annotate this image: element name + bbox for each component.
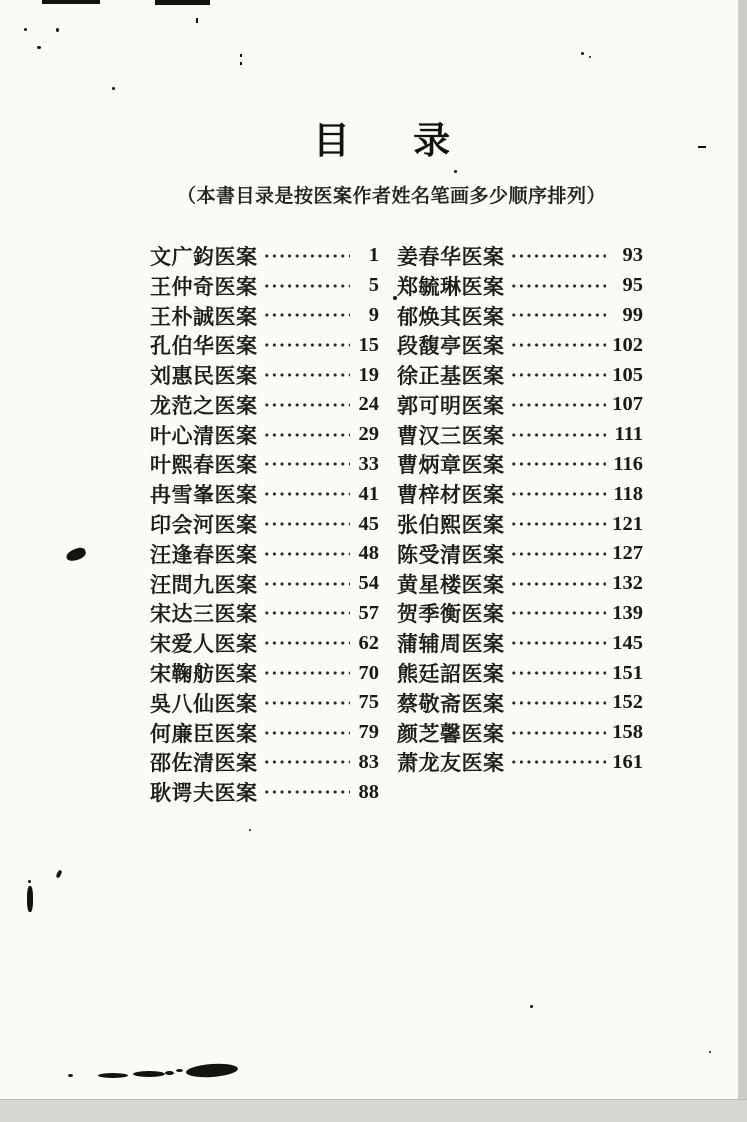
ink-smudge bbox=[42, 0, 100, 4]
ink-speck bbox=[709, 1051, 711, 1053]
dot-leader bbox=[510, 390, 607, 420]
dot-leader bbox=[510, 748, 607, 778]
toc-entry bbox=[150, 599, 379, 629]
ink-speck bbox=[55, 870, 62, 879]
ink-speck bbox=[37, 46, 41, 49]
toc-entry-title: 耿谔夫医案 bbox=[150, 781, 258, 806]
ink-streak bbox=[186, 1062, 239, 1079]
toc-entry-page-number: 105 bbox=[612, 363, 643, 386]
ink-speck bbox=[581, 52, 584, 55]
ink-speck bbox=[196, 18, 198, 23]
toc-entry-page-number: 127 bbox=[612, 542, 643, 565]
toc-entry-title: 汪問九医案 bbox=[150, 572, 258, 597]
dot-leader bbox=[510, 658, 607, 688]
toc-entry bbox=[150, 420, 379, 450]
toc-entry bbox=[397, 271, 643, 301]
ink-streak bbox=[176, 1069, 183, 1072]
toc-entry-page-number: 151 bbox=[612, 661, 643, 684]
dot-leader bbox=[263, 360, 351, 390]
toc-entry bbox=[150, 748, 379, 778]
dot-leader bbox=[263, 390, 351, 420]
toc-entry bbox=[150, 539, 379, 569]
ink-speck bbox=[393, 296, 397, 300]
toc-entry-title: 叶熙春医案 bbox=[150, 453, 258, 478]
ink-speck bbox=[112, 87, 115, 90]
toc-entry-page-number: 145 bbox=[612, 631, 643, 654]
dot-leader bbox=[510, 301, 607, 331]
ink-speck bbox=[589, 56, 591, 58]
dot-leader bbox=[510, 509, 607, 539]
toc-entry-title: 郑毓琳医案 bbox=[397, 274, 505, 299]
toc-entry bbox=[397, 390, 643, 420]
dot-leader bbox=[263, 420, 351, 450]
page-subtitle: （本書目录是按医案作者姓名笔画多少顺序排列） bbox=[176, 186, 606, 207]
toc-entry bbox=[150, 450, 379, 480]
toc-entry bbox=[150, 509, 379, 539]
dot-leader bbox=[263, 569, 351, 599]
toc-entry-title: 贺季衡医案 bbox=[397, 602, 505, 627]
dot-leader bbox=[263, 479, 351, 509]
toc-entry bbox=[397, 688, 643, 718]
ink-blot bbox=[27, 886, 33, 912]
dot-leader bbox=[263, 539, 351, 569]
toc-entry-page-number: 1 bbox=[368, 244, 379, 267]
toc-right-column bbox=[397, 241, 643, 777]
dot-leader bbox=[510, 688, 607, 718]
dot-leader bbox=[263, 241, 351, 271]
toc-entry-title: 龙范之医案 bbox=[150, 393, 258, 418]
toc-entry-page-number: 95 bbox=[622, 274, 643, 297]
ink-speck bbox=[698, 146, 706, 148]
toc-entry bbox=[150, 569, 379, 599]
toc-entry-title: 蔡敬斋医案 bbox=[397, 691, 505, 716]
toc-entry-title: 孔伯华医案 bbox=[150, 334, 258, 359]
dot-leader bbox=[510, 539, 607, 569]
toc-entry-title: 曹汉三医案 bbox=[397, 423, 505, 448]
ink-streak bbox=[133, 1071, 165, 1077]
toc-entry bbox=[397, 748, 643, 778]
toc-entry bbox=[397, 360, 643, 390]
dot-leader bbox=[510, 599, 607, 629]
toc-entry-page-number: 54 bbox=[358, 572, 379, 595]
toc-entry-page-number: 161 bbox=[612, 750, 643, 773]
ink-speck bbox=[530, 1005, 533, 1008]
dot-leader bbox=[263, 330, 351, 360]
toc-entry-title: 何廉臣医案 bbox=[150, 721, 258, 746]
toc-entry-page-number: 139 bbox=[612, 601, 643, 624]
dot-leader bbox=[263, 718, 351, 748]
toc-entry-title: 萧龙友医案 bbox=[397, 751, 505, 776]
toc-entry-title: 曹炳章医案 bbox=[397, 453, 505, 478]
dot-leader bbox=[510, 569, 607, 599]
toc-entry bbox=[150, 360, 379, 390]
toc-entry-page-number: 15 bbox=[358, 333, 379, 356]
toc-entry-page-number: 158 bbox=[612, 721, 643, 744]
toc-entry bbox=[150, 777, 379, 807]
toc-entry-page-number: 45 bbox=[358, 512, 379, 535]
dot-leader bbox=[263, 599, 351, 629]
dot-leader bbox=[263, 748, 351, 778]
toc-entry-title: 刘惠民医案 bbox=[150, 364, 258, 389]
dot-leader bbox=[263, 628, 351, 658]
toc-entry-page-number: 57 bbox=[358, 601, 379, 624]
toc-entry bbox=[150, 301, 379, 331]
dot-leader bbox=[510, 271, 607, 301]
toc-entry-page-number: 24 bbox=[358, 393, 379, 416]
toc-entry-page-number: 132 bbox=[612, 572, 643, 595]
toc-entry-page-number: 121 bbox=[612, 512, 643, 535]
toc-entry-page-number: 111 bbox=[614, 423, 643, 446]
dot-leader bbox=[263, 658, 351, 688]
toc-entry bbox=[397, 479, 643, 509]
dot-leader bbox=[263, 509, 351, 539]
dot-leader bbox=[263, 777, 351, 807]
dot-leader bbox=[510, 450, 607, 480]
toc-entry bbox=[397, 420, 643, 450]
ink-speck bbox=[249, 829, 251, 831]
dot-leader bbox=[510, 330, 607, 360]
ink-speck bbox=[240, 54, 242, 57]
toc-entry-page-number: 41 bbox=[358, 482, 379, 505]
toc-entry-page-number: 29 bbox=[358, 423, 379, 446]
toc-entry-page-number: 93 bbox=[622, 244, 643, 267]
dot-leader bbox=[263, 271, 351, 301]
toc-entry-title: 王仲奇医案 bbox=[150, 274, 258, 299]
toc-entry bbox=[397, 569, 643, 599]
toc-left-column bbox=[150, 241, 379, 807]
toc-entry bbox=[397, 539, 643, 569]
toc-entry-title: 王朴誠医案 bbox=[150, 304, 258, 329]
toc-entry bbox=[150, 479, 379, 509]
toc-entry bbox=[397, 509, 643, 539]
toc-entry bbox=[397, 628, 643, 658]
ink-smudge bbox=[155, 0, 210, 5]
dot-leader bbox=[263, 688, 351, 718]
toc-entry-title: 颜芝馨医案 bbox=[397, 721, 505, 746]
toc-entry-page-number: 99 bbox=[622, 303, 643, 326]
toc-entry-title: 郁焕其医案 bbox=[397, 304, 505, 329]
toc-entry bbox=[397, 301, 643, 331]
scan-edge-shadow bbox=[738, 0, 747, 1122]
toc-entry-title: 熊廷詔医案 bbox=[397, 662, 505, 687]
dot-leader bbox=[510, 628, 607, 658]
dot-leader bbox=[510, 241, 607, 271]
dot-leader bbox=[510, 718, 607, 748]
toc-entry-page-number: 75 bbox=[358, 691, 379, 714]
toc-entry-page-number: 83 bbox=[358, 750, 379, 773]
toc-entry-page-number: 107 bbox=[612, 393, 643, 416]
toc-entry-title: 吳八仙医案 bbox=[150, 691, 258, 716]
toc-entry-page-number: 9 bbox=[368, 303, 379, 326]
ink-speck bbox=[56, 28, 59, 32]
toc-entry-page-number: 88 bbox=[358, 780, 379, 803]
ink-speck bbox=[68, 1074, 73, 1077]
toc-entry-page-number: 118 bbox=[613, 482, 643, 505]
toc-entry bbox=[150, 688, 379, 718]
toc-entry-title: 徐正基医案 bbox=[397, 364, 505, 389]
toc-entry-page-number: 33 bbox=[358, 452, 379, 475]
toc-entry-page-number: 48 bbox=[358, 542, 379, 565]
toc-entry bbox=[150, 628, 379, 658]
toc-entry bbox=[397, 241, 643, 271]
page-title: 目 录 bbox=[312, 121, 455, 162]
toc-entry-title: 段馥亭医案 bbox=[397, 334, 505, 359]
toc-entry bbox=[397, 450, 643, 480]
ink-streak bbox=[165, 1071, 174, 1075]
ink-speck bbox=[454, 170, 457, 173]
toc-entry-title: 宋爱人医案 bbox=[150, 632, 258, 657]
toc-entry bbox=[150, 271, 379, 301]
toc-entry-title: 宋达三医案 bbox=[150, 602, 258, 627]
toc-entry bbox=[397, 658, 643, 688]
toc-entry bbox=[150, 241, 379, 271]
ink-speck bbox=[240, 62, 242, 65]
dot-leader bbox=[510, 360, 607, 390]
toc-entry bbox=[397, 718, 643, 748]
toc-entry bbox=[150, 330, 379, 360]
ink-speck bbox=[28, 880, 31, 883]
dot-leader bbox=[510, 420, 607, 450]
toc-entry-page-number: 70 bbox=[358, 661, 379, 684]
scan-edge-shadow bbox=[0, 1099, 747, 1122]
dot-leader bbox=[263, 301, 351, 331]
toc-entry-title: 邵佐清医案 bbox=[150, 751, 258, 776]
toc-entry-title: 黄星楼医案 bbox=[397, 572, 505, 597]
toc-entry-title: 陈受清医案 bbox=[397, 542, 505, 567]
ink-streak bbox=[98, 1073, 128, 1078]
toc-entry-page-number: 5 bbox=[368, 274, 379, 297]
toc-entry bbox=[150, 390, 379, 420]
toc-entry-page-number: 152 bbox=[612, 691, 643, 714]
ink-speck bbox=[24, 28, 27, 31]
toc-entry bbox=[150, 658, 379, 688]
toc-entry-page-number: 19 bbox=[358, 363, 379, 386]
toc-entry-page-number: 79 bbox=[358, 721, 379, 744]
dot-leader bbox=[510, 479, 607, 509]
toc-entry-page-number: 62 bbox=[358, 631, 379, 654]
toc-entry-page-number: 102 bbox=[612, 333, 643, 356]
toc-entry bbox=[150, 718, 379, 748]
toc-entry-title: 宋鞠舫医案 bbox=[150, 662, 258, 687]
toc-entry bbox=[397, 599, 643, 629]
toc-entry-title: 文广鈞医案 bbox=[150, 244, 258, 269]
toc-entry-title: 蒲辅周医案 bbox=[397, 632, 505, 657]
toc-entry-page-number: 116 bbox=[613, 452, 643, 475]
dot-leader bbox=[263, 450, 351, 480]
toc-entry-title: 张伯熙医案 bbox=[397, 513, 505, 538]
toc-entry-title: 姜春华医案 bbox=[397, 244, 505, 269]
toc-entry-title: 汪逢春医案 bbox=[150, 542, 258, 567]
toc-entry bbox=[397, 330, 643, 360]
toc-entry-title: 郭可明医案 bbox=[397, 393, 505, 418]
toc-entry-title: 印会河医案 bbox=[150, 513, 258, 538]
toc-entry-title: 叶心清医案 bbox=[150, 423, 258, 448]
toc-entry-title: 冉雪峯医案 bbox=[150, 483, 258, 508]
ink-blot bbox=[65, 546, 87, 563]
toc-entry-title: 曹梓材医案 bbox=[397, 483, 505, 508]
